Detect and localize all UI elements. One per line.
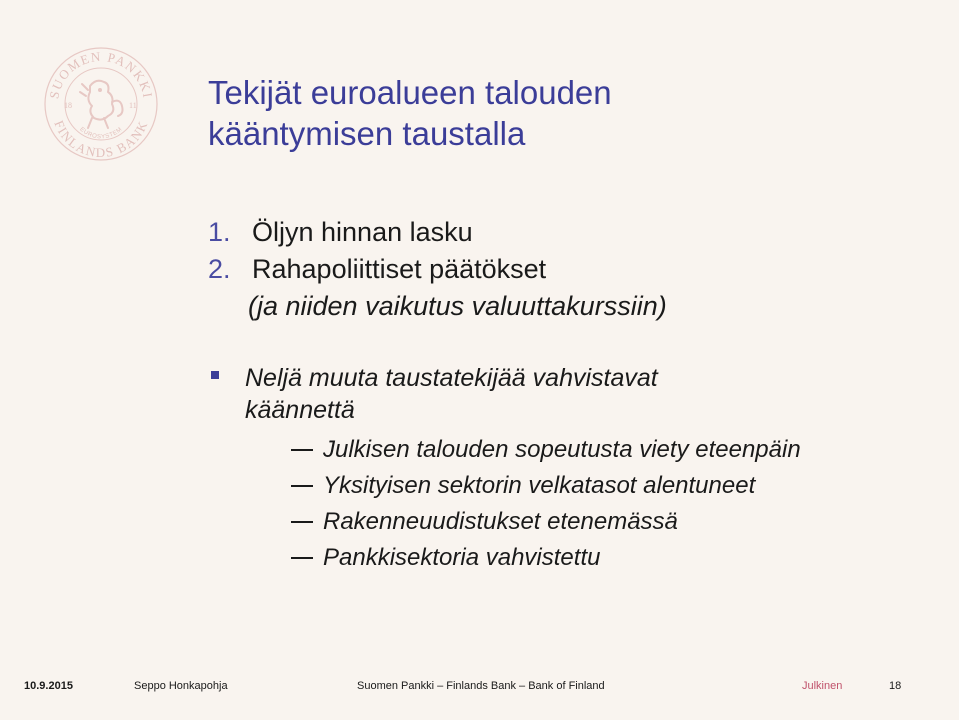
svg-text:18: 18 <box>64 101 72 110</box>
svg-text:11: 11 <box>129 101 137 110</box>
item-text: Rahapoliittiset päätökset <box>252 254 547 284</box>
slide-footer <box>0 680 959 700</box>
svg-text:SUOMEN PANKKI: SUOMEN PANKKI <box>46 48 156 100</box>
dash-icon <box>291 449 313 451</box>
bullet-text-line-2: käännettä <box>245 396 355 424</box>
numbered-item <box>208 251 667 325</box>
sub-bullet-item <box>245 432 801 468</box>
numbered-item <box>208 214 667 251</box>
dash-icon <box>291 521 313 523</box>
slide-title-line-1: Tekijät euroalueen talouden <box>208 74 612 111</box>
footer-author: Seppo Honkapohja <box>134 680 228 692</box>
sub-bullet-item <box>245 468 801 504</box>
footer-classification: Julkinen <box>802 680 843 692</box>
sub-bullet-text: Yksityisen sektorin velkatasot alentuneet <box>323 472 756 499</box>
svg-text:FINLANDS BANK: FINLANDS BANK <box>51 117 151 161</box>
bank-seal-logo <box>42 42 160 166</box>
item-number: 2. <box>208 254 231 284</box>
footer-page-number: 18 <box>889 680 902 692</box>
footer-organization: Suomen Pankki – Finlands Bank – Bank of Finland <box>357 680 605 692</box>
sub-bullet-item <box>245 540 801 576</box>
slide-title-line-2: kääntymisen taustalla <box>208 115 526 152</box>
sub-bullet-text: Rakenneuudistukset etenemässä <box>323 508 678 535</box>
sub-bullet-list <box>245 432 801 576</box>
bullet-item <box>208 362 801 576</box>
square-bullet-icon <box>211 371 219 379</box>
slide-title <box>208 72 612 154</box>
numbered-list <box>208 214 667 325</box>
item-subtext: (ja niiden vaikutus valuuttakurssiin) <box>248 291 667 321</box>
item-text: Öljyn hinnan lasku <box>252 217 473 247</box>
svg-text:EUROSYSTEM: EUROSYSTEM <box>78 126 124 141</box>
footer-date: 10.9.2015 <box>24 680 73 692</box>
dash-icon <box>291 485 313 487</box>
sub-bullet-item <box>245 504 801 540</box>
bullet-list <box>208 362 801 576</box>
item-number: 1. <box>208 217 231 247</box>
sub-bullet-text: Pankkisektoria vahvistettu <box>323 544 601 571</box>
dash-icon <box>291 557 313 559</box>
sub-bullet-text: Julkisen talouden sopeutusta viety eteenpäin <box>323 436 801 463</box>
bullet-text-line-1: Neljä muuta taustatekijää vahvistavat <box>245 364 658 392</box>
